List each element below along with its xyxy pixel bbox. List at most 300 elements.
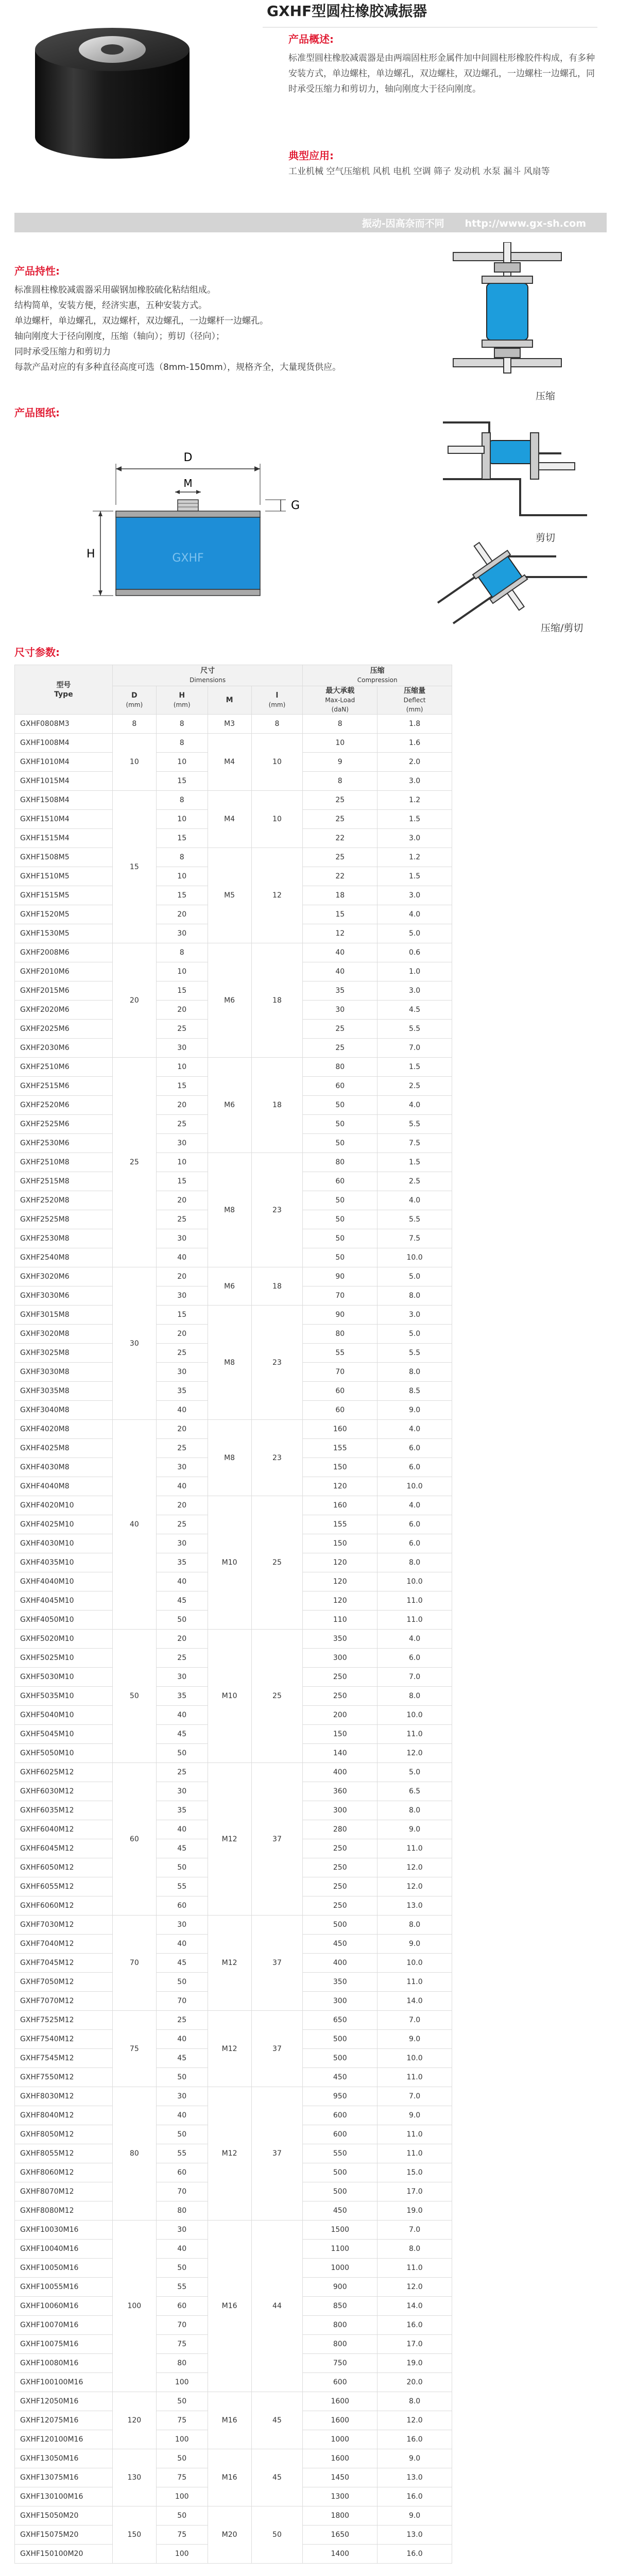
cell-load: 10 [303, 734, 377, 753]
cell-h: 30 [156, 1039, 208, 1058]
cell-load: 70 [303, 1363, 377, 1382]
cell-load: 160 [303, 1496, 377, 1515]
cell-deflect: 11.0 [377, 2259, 452, 2278]
cell-h: 25 [156, 1649, 208, 1668]
cell-deflect: 2.0 [377, 753, 452, 772]
cell-d: 120 [112, 2392, 156, 2449]
feature-item: 每款产品对应的有多种直径高度可选（8mm-150mm），规格齐全，大量现货供应。 [14, 362, 341, 372]
cell-h: 20 [156, 1191, 208, 1210]
cell-type: GXHF8030M12 [15, 2087, 113, 2106]
banner-text [14, 216, 586, 230]
cell-type: GXHF10030M16 [15, 2221, 113, 2240]
cell-type: GXHF6045M12 [15, 1839, 113, 1858]
cell-type: GXHF3015M8 [15, 1306, 113, 1325]
cell-h: 40 [156, 2030, 208, 2049]
cell-load: 55 [303, 1344, 377, 1363]
cell-m: M6 [208, 943, 251, 1058]
cell-m: M6 [208, 1267, 251, 1306]
header-defl-cn: 压缩量 [404, 687, 426, 695]
cell-deflect: 9.0 [377, 1401, 452, 1420]
cell-load: 50 [303, 1210, 377, 1229]
cell-type: GXHF4020M10 [15, 1496, 113, 1515]
cell-d: 10 [112, 734, 156, 791]
cell-deflect: 11.0 [377, 2068, 452, 2087]
cell-h: 30 [156, 2087, 208, 2106]
cell-type: GXHF8055M12 [15, 2144, 113, 2163]
cell-h: 40 [156, 1820, 208, 1839]
cell-deflect: 5.0 [377, 1267, 452, 1286]
cell-load: 60 [303, 1172, 377, 1191]
features-label: 产品持性: [14, 265, 60, 277]
cell-deflect: 8.0 [377, 1553, 452, 1572]
cell-load: 40 [303, 943, 377, 962]
cell-type: GXHF5040M10 [15, 1706, 113, 1725]
cell-type: GXHF7550M12 [15, 2068, 113, 2087]
dimensions-table [14, 665, 452, 2564]
cell-h: 10 [156, 1058, 208, 1077]
banner-url[interactable]: http://www.gx-sh.com [465, 218, 586, 229]
cell-h: 80 [156, 2354, 208, 2373]
cell-type: GXHF4035M10 [15, 1553, 113, 1572]
cell-h: 50 [156, 2068, 208, 2087]
cell-load: 120 [303, 1477, 377, 1496]
cell-load: 300 [303, 1801, 377, 1820]
cell-type: GXHF7040M12 [15, 1935, 113, 1954]
cell-load: 600 [303, 2106, 377, 2125]
cell-load: 500 [303, 1916, 377, 1935]
cell-h: 15 [156, 1172, 208, 1191]
cell-type: GXHF4020M8 [15, 1420, 113, 1439]
cell-deflect: 10.0 [377, 2049, 452, 2068]
table-row [15, 2506, 452, 2526]
cell-h: 8 [156, 791, 208, 810]
cell-m: M10 [208, 1630, 251, 1763]
cell-deflect: 6.0 [377, 1534, 452, 1553]
compression-diagram [453, 242, 561, 402]
cell-load: 140 [303, 1744, 377, 1763]
cell-type: GXHF4040M10 [15, 1572, 113, 1591]
cell-l: 50 [251, 2506, 303, 2564]
cell-deflect: 1.5 [377, 1058, 452, 1077]
cell-type: GXHF3030M8 [15, 1363, 113, 1382]
cell-h: 20 [156, 1267, 208, 1286]
cell-load: 150 [303, 1458, 377, 1477]
header-type-en: Type [54, 690, 73, 699]
cell-deflect: 1.5 [377, 1153, 452, 1172]
cell-h: 15 [156, 829, 208, 848]
cell-h: 40 [156, 1572, 208, 1591]
cell-type: GXHF2530M8 [15, 1229, 113, 1248]
cell-h: 10 [156, 1153, 208, 1172]
cell-h: 35 [156, 1382, 208, 1401]
cell-type: GXHF4030M10 [15, 1534, 113, 1553]
cell-load: 50 [303, 1134, 377, 1153]
cell-h: 10 [156, 962, 208, 981]
cell-deflect: 13.0 [377, 2526, 452, 2545]
cell-load: 450 [303, 2201, 377, 2221]
dim-h-label: H [87, 548, 95, 561]
table-row [15, 2011, 452, 2030]
header-l [251, 686, 303, 715]
cell-h: 30 [156, 1458, 208, 1477]
cell-deflect: 7.5 [377, 1134, 452, 1153]
cell-d: 60 [112, 1763, 156, 1916]
cell-deflect: 1.5 [377, 867, 452, 886]
cell-d: 70 [112, 1916, 156, 2011]
cell-l: 45 [251, 2449, 303, 2506]
cell-d: 150 [112, 2506, 156, 2564]
cell-load: 150 [303, 1534, 377, 1553]
cell-deflect: 16.0 [377, 2487, 452, 2506]
cell-m: M8 [208, 1153, 251, 1267]
table-row [15, 1058, 452, 1077]
header-load-unit: (daN) [331, 706, 349, 713]
cell-deflect: 8.0 [377, 1363, 452, 1382]
cell-load: 1650 [303, 2526, 377, 2545]
cell-h: 20 [156, 1420, 208, 1439]
cell-m: M16 [208, 2449, 251, 2506]
cell-type: GXHF2525M8 [15, 1210, 113, 1229]
table-row [15, 1267, 452, 1286]
cell-load: 25 [303, 810, 377, 829]
cell-load: 250 [303, 1858, 377, 1877]
header-dimensions [112, 665, 303, 686]
cell-deflect: 14.0 [377, 2297, 452, 2316]
cell-deflect: 12.0 [377, 1858, 452, 1877]
cell-type: GXHF2020M6 [15, 1001, 113, 1020]
cell-type: GXHF1510M4 [15, 810, 113, 829]
dimensions-label: 尺寸参数: [14, 646, 60, 658]
cell-m: M12 [208, 1763, 251, 1916]
cell-deflect: 6.0 [377, 1458, 452, 1477]
cell-type: GXHF120100M16 [15, 2430, 113, 2449]
cell-type: GXHF6060M12 [15, 1896, 113, 1916]
cell-load: 280 [303, 1820, 377, 1839]
cell-m: M16 [208, 2221, 251, 2392]
cell-type: GXHF2520M6 [15, 1096, 113, 1115]
cell-type: GXHF4030M8 [15, 1458, 113, 1477]
cell-h: 20 [156, 1096, 208, 1115]
cell-type: GXHF6050M12 [15, 1858, 113, 1877]
cell-deflect: 8.0 [377, 2240, 452, 2259]
cell-type: GXHF7540M12 [15, 2030, 113, 2049]
header-deflect [377, 686, 452, 715]
cell-type: GXHF7045M12 [15, 1954, 113, 1973]
cell-type: GXHF7525M12 [15, 2011, 113, 2030]
cell-l: 37 [251, 1916, 303, 2011]
cell-deflect: 16.0 [377, 2545, 452, 2564]
cell-load: 150 [303, 1725, 377, 1744]
cell-deflect: 1.5 [377, 810, 452, 829]
header-dims-cn: 尺寸 [200, 667, 215, 675]
cell-type: GXHF8040M12 [15, 2106, 113, 2125]
cell-h: 50 [156, 1744, 208, 1763]
cell-type: GXHF2510M8 [15, 1153, 113, 1172]
table-row [15, 2392, 452, 2411]
cell-load: 80 [303, 1325, 377, 1344]
cell-m: M4 [208, 734, 251, 791]
drawing-label: 产品图纸: [14, 406, 60, 419]
cell-l: 18 [251, 943, 303, 1058]
cell-load: 155 [303, 1439, 377, 1458]
cell-d: 8 [112, 715, 156, 734]
cell-deflect: 7.0 [377, 2087, 452, 2106]
cell-m: M8 [208, 1420, 251, 1496]
dim-g-label: G [291, 499, 300, 512]
cell-load: 900 [303, 2278, 377, 2297]
cell-deflect: 4.0 [377, 1630, 452, 1649]
cell-h: 8 [156, 734, 208, 753]
table-row [15, 791, 452, 810]
cell-load: 50 [303, 1229, 377, 1248]
cell-h: 50 [156, 2449, 208, 2468]
cell-h: 10 [156, 810, 208, 829]
cell-h: 25 [156, 1763, 208, 1782]
cell-load: 30 [303, 1001, 377, 1020]
cell-deflect: 11.0 [377, 1611, 452, 1630]
cell-h: 25 [156, 2011, 208, 2030]
cell-load: 500 [303, 2182, 377, 2201]
cell-d: 75 [112, 2011, 156, 2087]
cell-load: 360 [303, 1782, 377, 1801]
cell-l: 18 [251, 1058, 303, 1153]
cell-deflect: 12.0 [377, 2278, 452, 2297]
cell-type: GXHF10060M16 [15, 2297, 113, 2316]
cell-deflect: 3.0 [377, 1306, 452, 1325]
cell-type: GXHF4050M10 [15, 1611, 113, 1630]
cell-h: 60 [156, 1896, 208, 1916]
cell-type: GXHF1015M4 [15, 772, 113, 791]
cell-deflect: 8.0 [377, 1916, 452, 1935]
cell-deflect: 2.5 [377, 1172, 452, 1191]
cell-load: 18 [303, 886, 377, 905]
cell-h: 35 [156, 1801, 208, 1820]
cell-h: 75 [156, 2411, 208, 2430]
cell-h: 35 [156, 1553, 208, 1572]
cell-m: M5 [208, 848, 251, 943]
header-h [156, 686, 208, 715]
cell-type: GXHF1530M5 [15, 924, 113, 943]
cell-h: 30 [156, 1363, 208, 1382]
cell-type: GXHF2540M8 [15, 1248, 113, 1267]
cell-h: 15 [156, 1306, 208, 1325]
cell-type: GXHF2520M8 [15, 1191, 113, 1210]
cell-deflect: 1.6 [377, 734, 452, 753]
cell-deflect: 5.5 [377, 1020, 452, 1039]
cell-deflect: 6.0 [377, 1439, 452, 1458]
cell-h: 75 [156, 2468, 208, 2487]
cell-deflect: 1.8 [377, 715, 452, 734]
cell-type: GXHF7030M12 [15, 1916, 113, 1935]
cell-deflect: 6.0 [377, 1649, 452, 1668]
header-type [15, 665, 113, 715]
cell-h: 20 [156, 1496, 208, 1515]
cell-h: 70 [156, 2182, 208, 2201]
cell-load: 250 [303, 1839, 377, 1858]
cell-h: 40 [156, 2106, 208, 2125]
cell-deflect: 9.0 [377, 2506, 452, 2526]
table-row [15, 1496, 452, 1515]
shear-diagram [443, 422, 587, 544]
cell-load: 650 [303, 2011, 377, 2030]
cell-deflect: 3.0 [377, 886, 452, 905]
cell-h: 100 [156, 2373, 208, 2392]
cell-type: GXHF1515M5 [15, 886, 113, 905]
header-d-text: D [131, 691, 138, 700]
cell-m: M12 [208, 2011, 251, 2087]
table-row [15, 1630, 452, 1649]
cell-load: 8 [303, 772, 377, 791]
cell-m: M16 [208, 2392, 251, 2449]
cell-type: GXHF10080M16 [15, 2354, 113, 2373]
cell-type: GXHF1008M4 [15, 734, 113, 753]
cell-deflect: 10.0 [377, 1477, 452, 1496]
cell-l: 37 [251, 2011, 303, 2087]
cell-deflect: 5.5 [377, 1344, 452, 1363]
cell-type: GXHF1508M4 [15, 791, 113, 810]
cell-type: GXHF6035M12 [15, 1801, 113, 1820]
cell-type: GXHF7050M12 [15, 1973, 113, 1992]
cell-h: 10 [156, 867, 208, 886]
cell-h: 40 [156, 2240, 208, 2259]
header-m [208, 686, 251, 715]
cell-load: 25 [303, 791, 377, 810]
cell-l: 37 [251, 2087, 303, 2221]
cell-deflect: 5.5 [377, 1210, 452, 1229]
cell-load: 60 [303, 1401, 377, 1420]
slogan-banner [14, 213, 607, 232]
header-load-cn: 最大承载 [325, 687, 355, 695]
cell-type: GXHF8070M12 [15, 2182, 113, 2201]
cell-type: GXHF3030M6 [15, 1286, 113, 1306]
cell-load: 550 [303, 2144, 377, 2163]
cell-load: 70 [303, 1286, 377, 1306]
header-unit: (mm) [173, 701, 191, 708]
cell-load: 8 [303, 715, 377, 734]
cell-deflect: 16.0 [377, 2430, 452, 2449]
cell-type: GXHF2015M6 [15, 981, 113, 1001]
cell-load: 300 [303, 1992, 377, 2011]
cell-deflect: 7.0 [377, 2011, 452, 2030]
cell-type: GXHF1508M5 [15, 848, 113, 867]
feature-item: 标准圆柱橡胶减震器采用碳钢加橡胶硫化粘结组成。 [14, 285, 216, 295]
cell-type: GXHF1010M4 [15, 753, 113, 772]
cell-l: 23 [251, 1153, 303, 1267]
cell-deflect: 10.0 [377, 1248, 452, 1267]
cell-deflect: 1.2 [377, 848, 452, 867]
cell-type: GXHF5045M10 [15, 1725, 113, 1744]
cell-l: 18 [251, 1267, 303, 1306]
cell-h: 20 [156, 1325, 208, 1344]
cell-type: GXHF13050M16 [15, 2449, 113, 2468]
cell-load: 80 [303, 1058, 377, 1077]
cell-type: GXHF12050M16 [15, 2392, 113, 2411]
product-photo [14, 13, 210, 163]
cell-load: 500 [303, 2030, 377, 2049]
cell-load: 1450 [303, 2468, 377, 2487]
cell-deflect: 5.0 [377, 1325, 452, 1344]
cell-h: 50 [156, 2392, 208, 2411]
table-row [15, 1420, 452, 1439]
cell-type: GXHF2530M6 [15, 1134, 113, 1153]
cell-deflect: 20.0 [377, 2373, 452, 2392]
cell-deflect: 8.0 [377, 1801, 452, 1820]
cell-d: 30 [112, 1267, 156, 1420]
cell-deflect: 10.0 [377, 1706, 452, 1725]
cell-l: 44 [251, 2221, 303, 2392]
cell-load: 9 [303, 753, 377, 772]
cell-h: 25 [156, 1020, 208, 1039]
table-row [15, 1916, 452, 1935]
cell-d: 130 [112, 2449, 156, 2506]
cell-load: 1100 [303, 2240, 377, 2259]
cell-load: 1400 [303, 2545, 377, 2564]
cell-type: GXHF6055M12 [15, 1877, 113, 1896]
cell-l: 25 [251, 1496, 303, 1630]
cell-deflect: 10.0 [377, 1572, 452, 1591]
table-row [15, 943, 452, 962]
cell-type: GXHF10050M16 [15, 2259, 113, 2278]
overview-text: 标准型圆柱橡胶减震器是由两端固柱形金属件加中间圆柱形橡胶件构成，有多种安装方式，单边螺柱，单边螺孔，双边螺柱，双边螺孔，一边螺柱一边螺孔，同时承受压缩力和剪切力，轴向刚度大于径向刚度。 [288, 53, 595, 94]
cell-type: GXHF4040M8 [15, 1477, 113, 1496]
compression-shear-caption: 压缩/剪切 [541, 622, 583, 634]
cell-h: 40 [156, 1706, 208, 1725]
cell-load: 1600 [303, 2392, 377, 2411]
cell-h: 30 [156, 1286, 208, 1306]
cell-type: GXHF10040M16 [15, 2240, 113, 2259]
cell-load: 800 [303, 2335, 377, 2354]
cell-load: 90 [303, 1306, 377, 1325]
cell-type: GXHF2025M6 [15, 1020, 113, 1039]
cell-h: 25 [156, 1344, 208, 1363]
feature-item: 单边螺杆，单边螺孔，双边螺杆，双边螺孔，一边螺杆一边螺孔。 [14, 316, 268, 326]
cell-load: 350 [303, 1973, 377, 1992]
cell-type: GXHF15050M20 [15, 2506, 113, 2526]
cell-deflect: 2.5 [377, 1077, 452, 1096]
applications-label: 典型应用: [288, 149, 334, 162]
cell-deflect: 9.0 [377, 2106, 452, 2125]
cell-h: 55 [156, 2144, 208, 2163]
cell-type: GXHF2030M6 [15, 1039, 113, 1058]
cell-type: GXHF5035M10 [15, 1687, 113, 1706]
cell-deflect: 17.0 [377, 2182, 452, 2201]
cell-load: 400 [303, 1763, 377, 1782]
cell-h: 70 [156, 2316, 208, 2335]
cell-load: 12 [303, 924, 377, 943]
cell-m: M8 [208, 1306, 251, 1420]
cell-h: 75 [156, 2335, 208, 2354]
header-m-text: M [226, 696, 233, 704]
cell-load: 90 [303, 1267, 377, 1286]
cell-type: GXHF5030M10 [15, 1668, 113, 1687]
cell-load: 400 [303, 1954, 377, 1973]
cell-deflect: 17.0 [377, 2335, 452, 2354]
cell-h: 25 [156, 1210, 208, 1229]
cell-m: M3 [208, 715, 251, 734]
cell-type: GXHF3040M8 [15, 1401, 113, 1420]
cell-load: 600 [303, 2125, 377, 2144]
title-divider [263, 27, 597, 28]
cell-h: 75 [156, 2526, 208, 2545]
drawing-watermark: GXHF [172, 552, 204, 565]
cell-h: 25 [156, 1515, 208, 1534]
cell-deflect: 5.0 [377, 1763, 452, 1782]
cell-type: GXHF3035M8 [15, 1382, 113, 1401]
header-d [112, 686, 156, 715]
table-row [15, 1763, 452, 1782]
cell-load: 450 [303, 2068, 377, 2087]
cell-load: 155 [303, 1515, 377, 1534]
